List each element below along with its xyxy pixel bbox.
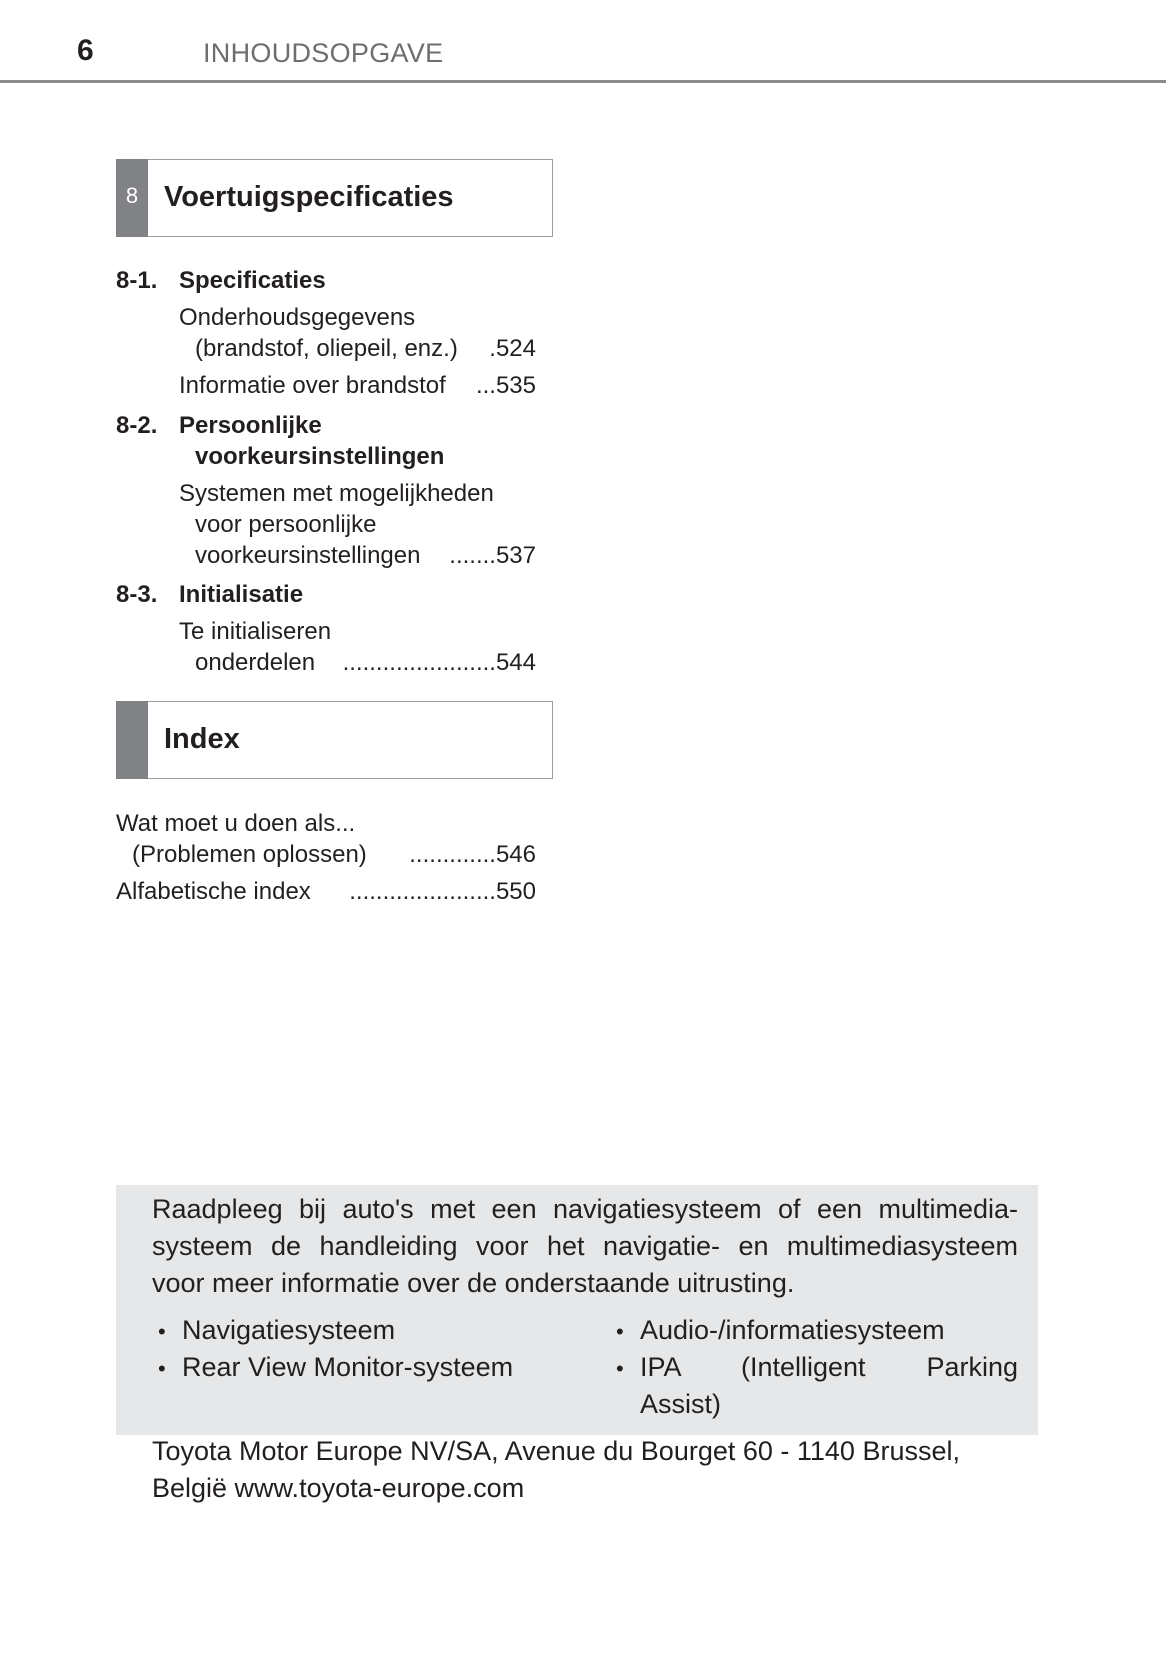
running-title: INHOUDSOPGAVE <box>203 38 444 68</box>
toc-entry[interactable]: Systemen met mogelijkheden <box>179 480 494 507</box>
toc-entry[interactable]: Wat moet u doen als... <box>116 810 356 837</box>
info-box <box>116 1185 1038 1435</box>
bullet-icon: • <box>158 1319 166 1344</box>
section-number: 8-3. <box>116 581 158 608</box>
toc-entry-continued[interactable]: (brandstof, oliepeil, enz.) <box>195 335 458 362</box>
section-number: 8-1. <box>116 267 158 294</box>
toc-entry[interactable]: Informatie over brandstof <box>179 372 446 399</box>
info-line: systeem de handleiding voor het navigatie- en multimediasysteem <box>152 1231 1018 1261</box>
info-line: voor meer informatie over de onderstaande uitrusting. <box>152 1268 795 1298</box>
toc-page-ref[interactable]: .............546 <box>409 841 536 868</box>
toc-page-ref[interactable]: .......................544 <box>342 649 536 676</box>
index-heading <box>116 701 553 779</box>
toc-entry[interactable]: Onderhoudsgegevens <box>179 304 416 331</box>
chapter-tab <box>116 701 148 779</box>
section-title: Persoonlijke <box>179 412 322 439</box>
toc-entry-continued[interactable]: voor persoonlijke <box>195 511 377 538</box>
chapter-title: Voertuigspecificaties <box>164 181 454 213</box>
chapter-title: Index <box>164 723 240 755</box>
info-line: Raadpleeg bij auto's met een navigatiesysteem of een multimedia- <box>152 1194 1018 1224</box>
bullet-icon: • <box>616 1319 624 1344</box>
toc-page-ref[interactable]: .524 <box>489 335 536 362</box>
bullet-icon: • <box>616 1356 624 1381</box>
header-rule <box>0 80 1166 83</box>
toc-entry-continued[interactable]: (Problemen oplossen) <box>132 841 367 868</box>
toc-page-ref[interactable]: ......................550 <box>349 878 536 905</box>
bullet-item-continued: Assist) <box>640 1389 721 1419</box>
toc-page-ref[interactable]: ...535 <box>475 372 536 399</box>
footer-website[interactable]: België www.toyota-europe.com <box>152 1473 525 1503</box>
toc-entry-continued[interactable]: onderdelen <box>195 649 316 676</box>
toc-entry[interactable]: Alfabetische index <box>116 878 311 905</box>
section-number: 8-2. <box>116 412 158 439</box>
section-title: Initialisatie <box>179 581 304 608</box>
section-title: Specificaties <box>179 267 326 294</box>
footer-address: Toyota Motor Europe NV/SA, Avenue du Bourget 60 - 1140 Brussel, <box>152 1436 960 1466</box>
toc-entry-continued[interactable]: voorkeursinstellingen <box>195 542 421 569</box>
bullet-item: Rear View Monitor-systeem <box>182 1352 514 1382</box>
section-title-continued: voorkeursinstellingen <box>195 443 445 470</box>
bullet-icon: • <box>158 1356 166 1381</box>
chapter-8-heading <box>116 159 553 237</box>
bullet-item: Audio-/informatiesysteem <box>640 1315 945 1345</box>
toc-page-ref[interactable]: .......537 <box>449 542 536 569</box>
toc-entry[interactable]: Te initialiseren <box>179 618 332 645</box>
page-number: 6 <box>77 34 94 67</box>
bullet-item: IPA (Intelligent Parking <box>640 1352 1018 1382</box>
bullet-item: Navigatiesysteem <box>182 1315 396 1345</box>
chapter-tab: 8 <box>116 159 148 237</box>
